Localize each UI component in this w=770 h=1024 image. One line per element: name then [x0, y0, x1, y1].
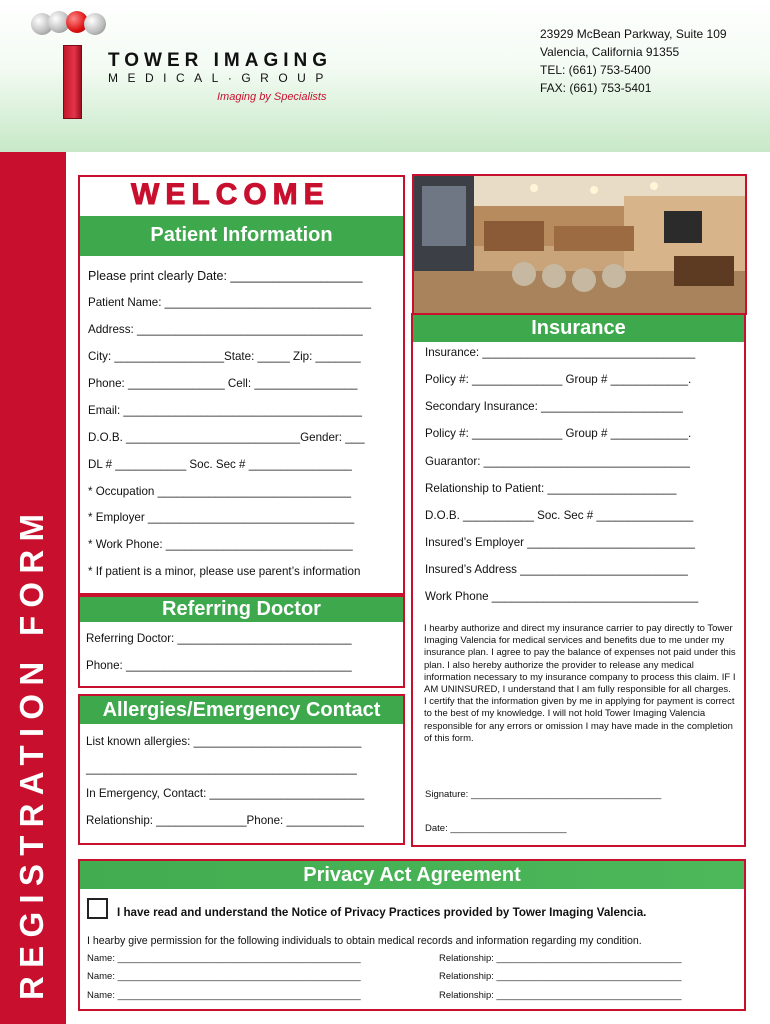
authorized-relationship-field-2[interactable]: Relationship: ___________________________________	[439, 971, 682, 982]
allergies-blank-line[interactable]: __________________________________________	[86, 762, 357, 775]
address-line-2: Valencia, California 91355	[540, 45, 680, 59]
emergency-relationship-phone-field[interactable]: Relationship: ______________Phone: ____________	[86, 814, 364, 827]
welcome-title: WELCOME	[131, 178, 330, 211]
signature-date-field[interactable]: Date: ______________________	[425, 823, 567, 834]
privacy-title: Privacy Act Agreement	[303, 864, 521, 886]
clinic-waiting-room-photo	[412, 174, 747, 315]
address-field[interactable]: Address: ___________________________________	[88, 323, 363, 336]
privacy-permission-text: I hearby give permission for the following individuals to obtain medical records and information regarding my condition.	[87, 935, 642, 947]
allergies-header	[80, 696, 403, 724]
insurance-header	[413, 315, 744, 342]
policy-group-field[interactable]: Policy #: ______________ Group # ____________.	[425, 373, 692, 386]
logo-sphere-4	[84, 13, 106, 35]
insurance-panel	[411, 313, 746, 847]
fax-number: FAX: (661) 753-5401	[540, 81, 652, 95]
signature-field[interactable]: Signature: ____________________________________	[425, 789, 662, 800]
tagline: Imaging by Specialists	[217, 91, 327, 103]
insured-address-field[interactable]: Insured’s Address __________________________	[425, 563, 688, 576]
referring-doctor-title: Referring Doctor	[162, 598, 321, 620]
email-field[interactable]: Email: _____________________________________	[88, 404, 363, 417]
logo-spheres	[31, 11, 111, 37]
brand-title: TOWER IMAGING	[108, 50, 333, 71]
allergies-title: Allergies/Emergency Contact	[102, 699, 381, 721]
brand-subtitle: MEDICAL·GROUP	[108, 71, 333, 85]
dl-ssn-field[interactable]: DL # ___________ Soc. Sec # ________________	[88, 458, 352, 471]
insurance-consent-text: I hearby authorize and direct my insurance carrier to pay directly to Tower Imaging Valencia for medical services and benefits due to me under my insurance plan. I agree to pay the balance of expenses not paid under this plan. I also hereby authorize the provider to release any medical information necessary to my insurance company to process this claim. IF I AM UNINSURED, I understand that I am fully responsible for all charges. I certify that the information given by me in applying for payment is correct to the best of my knowledge. I will not hold Tower Imaging Valencia responsible for any errors or omission I may have made in the completion of this form.	[424, 623, 736, 744]
authorized-relationship-field-3[interactable]: Relationship: ___________________________________	[439, 990, 682, 1001]
secondary-policy-group-field[interactable]: Policy #: ______________ Group # ____________.	[425, 427, 692, 440]
minor-note: * If patient is a minor, please use parent’s information	[88, 565, 361, 578]
emergency-contact-field[interactable]: In Emergency, Contact: ________________________	[86, 787, 365, 800]
referring-doctor-field[interactable]: Referring Doctor: ___________________________	[86, 632, 352, 645]
insured-employer-field[interactable]: Insured’s Employer __________________________	[425, 536, 695, 549]
occupation-field[interactable]: * Occupation ______________________________	[88, 485, 352, 498]
print-date-field[interactable]: Please print clearly Date: ___________________	[88, 269, 363, 283]
patient-name-field[interactable]: Patient Name: ________________________________	[88, 296, 372, 309]
allergies-field[interactable]: List known allergies: __________________________	[86, 735, 362, 748]
city-state-zip-field[interactable]: City: _________________State: _____ Zip: _______	[88, 350, 361, 363]
employer-field[interactable]: * Employer ________________________________	[88, 511, 355, 524]
side-banner-text: REGISTRATION FORM	[13, 505, 50, 1000]
authorized-name-field-2[interactable]: Name: ______________________________________________	[87, 971, 361, 982]
relationship-to-patient-field[interactable]: Relationship to Patient: ____________________	[425, 482, 677, 495]
authorized-relationship-field-1[interactable]: Relationship: ___________________________________	[439, 953, 682, 964]
referring-phone-field[interactable]: Phone: ___________________________________	[86, 659, 352, 672]
guarantor-field[interactable]: Guarantor: ________________________________	[425, 455, 690, 468]
insured-work-phone-field[interactable]: Work Phone ________________________________	[425, 590, 699, 603]
referring-doctor-header	[80, 597, 403, 622]
dob-gender-field[interactable]: D.O.B. ___________________________Gender: ___	[88, 431, 365, 444]
phone-cell-field[interactable]: Phone: _______________ Cell: ________________	[88, 377, 358, 390]
privacy-header	[80, 861, 744, 889]
secondary-insurance-field[interactable]: Secondary Insurance: ______________________	[425, 400, 683, 413]
privacy-statement: I have read and understand the Notice of Privacy Practices provided by Tower Imaging Valencia.	[117, 906, 647, 919]
phone-number: TEL: (661) 753-5400	[540, 63, 651, 77]
patient-info-title: Patient Information	[150, 224, 333, 246]
insurance-field[interactable]: Insurance: _________________________________	[425, 346, 696, 359]
authorized-name-field-3[interactable]: Name: ______________________________________________	[87, 990, 361, 1001]
clinic-photo-illustration	[414, 176, 745, 313]
work-phone-field[interactable]: * Work Phone: _____________________________	[88, 538, 353, 551]
insurance-title: Insurance	[531, 317, 626, 339]
patient-info-header	[80, 216, 403, 256]
privacy-acknowledge-checkbox[interactable]	[87, 898, 108, 919]
logo-bar	[63, 45, 82, 119]
insured-dob-ssn-field[interactable]: D.O.B. ___________ Soc. Sec # _______________	[425, 509, 694, 522]
authorized-name-field-1[interactable]: Name: ______________________________________________	[87, 953, 361, 964]
address-line-1: 23929 McBean Parkway, Suite 109	[540, 27, 727, 41]
